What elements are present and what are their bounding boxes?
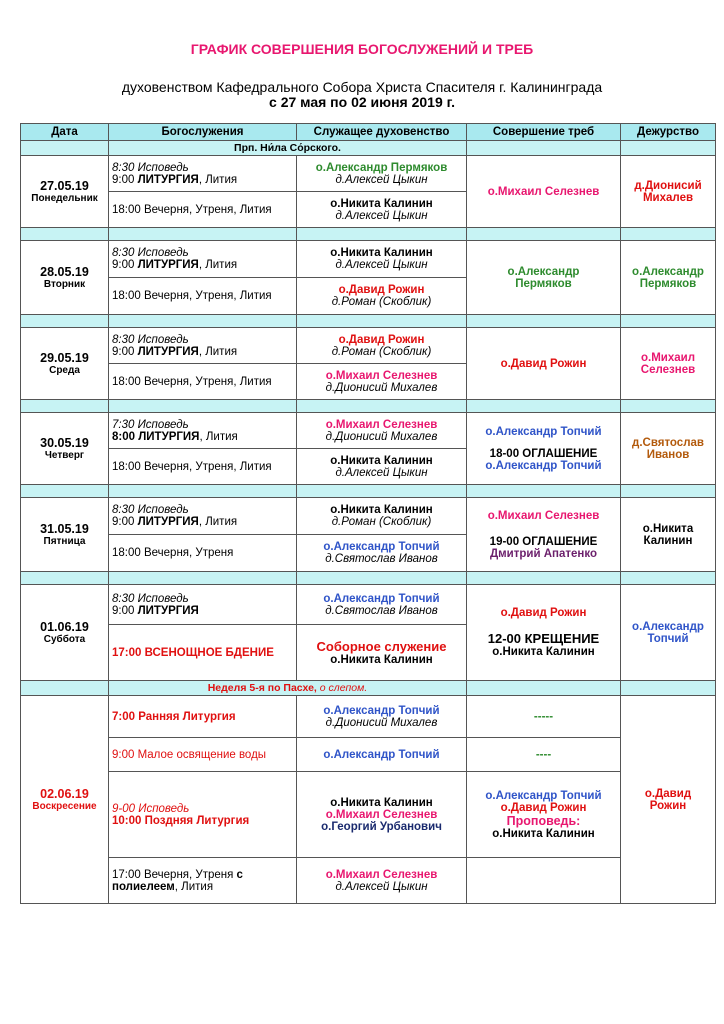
service-cell [109, 156, 297, 192]
date: 29.05.19 [40, 351, 89, 365]
service-cell [109, 585, 297, 625]
liturgy-time: 8:00 [112, 430, 139, 443]
col-clergy: Служащее духовенство [297, 124, 467, 141]
clergy-cell [297, 696, 467, 738]
liturgy-extra: , Лития [198, 173, 238, 186]
service-cell: 18:00 Вечерня, Утреня, Лития [109, 449, 297, 485]
col-date: Дата [21, 124, 109, 141]
deacon: д.Алексей Цыкин [335, 209, 428, 222]
treby-line-3: о.Александр Топчий [485, 459, 602, 472]
clergy-cell [297, 585, 467, 625]
treby-line-1: о.Александр Топчий [485, 425, 602, 438]
deacon: д.Роман (Скоблик) [331, 296, 432, 308]
duty-cell [621, 696, 716, 904]
page-title: ГРАФИК СОВЕРШЕНИЯ БОГОСЛУЖЕНИЙ И ТРЕБ [190, 41, 534, 57]
service-text-bold-2: полиелеем [112, 880, 175, 893]
feast-note-row [21, 141, 716, 156]
treby-cell [467, 413, 621, 485]
clergy-cell: о.Александр Топчий [297, 738, 467, 772]
service-cell [109, 413, 297, 449]
service-text-2: , Лития [174, 880, 214, 893]
deacon: д.Дионисий Михалев [325, 716, 438, 729]
treby-cell: о.Давид Рожин [467, 328, 621, 400]
priest: о.Александр Пермяков [315, 161, 448, 174]
date: 01.06.19 [40, 620, 89, 634]
duty-cell [621, 413, 716, 485]
priest-3: о.Георгий Урбанович [321, 820, 442, 833]
feast-note-main: Неделя 5-я по Пасхе, [207, 682, 317, 694]
duty-cell [621, 498, 716, 572]
treby-line-3: о.Никита Калинин [492, 646, 595, 658]
day-row [21, 156, 716, 192]
liturgy-time: 9:00 [112, 604, 138, 617]
day-row [21, 241, 716, 278]
duty-line-2: Пермяков [639, 277, 697, 290]
service-cell: 18:00 Вечерня, Утреня, Лития [109, 192, 297, 228]
liturgy-label: ЛИТУРГИЯ [137, 516, 199, 528]
service-time: 7:00 [112, 710, 139, 723]
liturgy-label: ЛИТУРГИЯ [137, 345, 199, 358]
service-cell: 17:00 ВСЕНОЩНОЕ БДЕНИЕ [109, 625, 297, 681]
liturgy-label: ЛИТУРГИЯ [137, 173, 199, 186]
confession-time: 7:30 Исповедь [112, 418, 189, 431]
date: 27.05.19 [40, 179, 89, 193]
priest: о.Михаил Селезнев [325, 868, 438, 881]
day-row [21, 585, 716, 625]
liturgy-label: ЛИТУРГИЯ [138, 430, 200, 443]
weekday: Суббота [43, 634, 86, 645]
date-cell [21, 585, 109, 681]
day-row [21, 498, 716, 535]
duty-cell [621, 585, 716, 681]
priest: о.Никита Калинин [330, 197, 433, 210]
date-cell [21, 498, 109, 572]
confession-time: 8:30 Исповедь [112, 247, 189, 259]
clergy-cell [297, 364, 467, 400]
treby-line-1: о.Давид Рожин [500, 607, 587, 619]
day-row [21, 772, 716, 858]
liturgy-extra: , Лития [198, 345, 238, 358]
day-row [21, 696, 716, 738]
duty-cell [621, 241, 716, 315]
liturgy-label: ЛИТУРГИЯ [137, 259, 199, 271]
liturgy-label: ЛИТУРГИЯ [137, 604, 199, 617]
priest-2: о.Михаил Селезнев [325, 808, 438, 821]
treby-line-3: Проповедь: [506, 813, 581, 828]
liturgy-time: 9:00 [112, 259, 138, 271]
service-cell [109, 328, 297, 364]
date: 02.06.19 [40, 787, 89, 801]
treby-cell: ----- [467, 696, 621, 738]
date-cell [21, 696, 109, 904]
service-cell [109, 772, 297, 858]
header-row [21, 124, 716, 141]
liturgy-label: 10:00 Поздняя Литургия [112, 814, 250, 827]
priest: о.Никита Калинин [330, 454, 433, 467]
clergy-cell [297, 772, 467, 858]
separator-row [21, 400, 716, 413]
liturgy-time: 9:00 [112, 173, 138, 186]
priest: Соборное служение [316, 639, 447, 654]
deacon: д.Роман (Скоблик) [331, 516, 432, 528]
service-cell: 9:00 Малое освящение воды [109, 738, 297, 772]
priest: о.Александр Топчий [323, 704, 440, 717]
liturgy-extra: , Лития [199, 430, 238, 443]
clergy-cell [297, 328, 467, 364]
service-cell: 18:00 Вечерня, Утреня, Лития [109, 364, 297, 400]
duty-line-1: о.Александр [632, 620, 704, 633]
schedule-table [20, 123, 716, 904]
duty-line-2: Калинин [643, 534, 693, 547]
treby-line-1: о.Михаил Селезнев [487, 509, 600, 522]
deacon: д.Святослав Иванов [325, 604, 438, 617]
deacon: д.Роман (Скоблик) [331, 345, 432, 358]
deacon: д.Алексей Цыкин [335, 880, 428, 893]
priest: о.Александр Топчий [323, 541, 440, 553]
separator-row [21, 315, 716, 328]
treby-cell [467, 858, 621, 904]
priest: о.Михаил Селезнев [325, 418, 438, 431]
service-text: 17:00 Вечерня, Утреня [112, 868, 237, 881]
deacon: д.Святослав Иванов [325, 553, 438, 565]
clergy-cell [297, 625, 467, 681]
clergy-cell [297, 192, 467, 228]
separator-row [21, 485, 716, 498]
treby-line-2: о.Давид Рожин [500, 801, 587, 814]
treby-line-2: 12-00 КРЕЩЕНИЕ [487, 631, 600, 646]
confession-time: 8:30 Исповедь [112, 161, 189, 174]
date-range: с 27 мая по 02 июня 2019 г. [269, 94, 455, 110]
weekday: Среда [49, 365, 80, 376]
date-cell [21, 156, 109, 228]
day-row [21, 328, 716, 364]
treby-line-1: о.Александр [507, 265, 580, 278]
confession-time: 8:30 Исповедь [112, 333, 189, 346]
day-row [21, 858, 716, 904]
treby-line-2: 19-00 ОГЛАШЕНИЕ [489, 535, 598, 548]
treby-line-4: о.Никита Калинин [492, 827, 595, 840]
priest-1: о.Никита Калинин [330, 796, 433, 809]
day-row [21, 413, 716, 449]
treby-line-2: Пермяков [515, 277, 572, 290]
feast-note-italic: о слепом. [316, 682, 368, 694]
feast-note-row [21, 681, 716, 696]
clergy-cell [297, 858, 467, 904]
duty-line-2: Топчий [647, 632, 689, 645]
separator-row [21, 228, 716, 241]
duty-line-1: о.Никита [642, 522, 694, 535]
service-cell [109, 858, 297, 904]
date: 31.05.19 [40, 522, 89, 536]
clergy-cell [297, 498, 467, 535]
clergy-cell [297, 241, 467, 278]
service-cell: 18:00 Вечерня, Утреня [109, 535, 297, 572]
page-subtitle: духовенством Кафедрального Собора Христа Спасителя г. Калининграда [121, 79, 603, 95]
weekday: Воскресение [32, 801, 97, 812]
date: 28.05.19 [40, 265, 89, 279]
service-text-bold: с [236, 868, 243, 881]
priest: о.Никита Калинин [330, 247, 433, 259]
duty-line-1: о.Михаил [640, 351, 696, 364]
duty-line-2: Рожин [649, 799, 687, 812]
service-label: Ранняя Литургия [138, 710, 236, 723]
weekday: Понедельник [31, 193, 98, 204]
clergy-cell [297, 278, 467, 315]
feast-note [109, 681, 467, 696]
treby-cell [467, 241, 621, 315]
duty-line-1: д.Дионисий [634, 179, 702, 192]
treby-cell [467, 772, 621, 858]
duty-line-2: Селезнев [640, 363, 696, 376]
clergy-cell [297, 413, 467, 449]
treby-cell: ---- [467, 738, 621, 772]
deacon: д.Дионисий Михалев [325, 381, 438, 394]
duty-line-1: о.Давид [644, 787, 692, 800]
treby-cell [467, 498, 621, 572]
weekday: Пятница [43, 536, 86, 547]
col-duty: Дежурство [621, 124, 716, 141]
liturgy-time: 9:00 [112, 516, 138, 528]
treby-line-1: о.Александр Топчий [485, 789, 602, 802]
date-cell [21, 328, 109, 400]
service-cell: 18:00 Вечерня, Утреня, Лития [109, 278, 297, 315]
priest: о.Давид Рожин [338, 284, 425, 296]
deacon: д.Дионисий Михалев [325, 430, 438, 443]
treby-cell [467, 585, 621, 681]
confession-time: 8:30 Исповедь [112, 592, 189, 605]
deacon: д.Алексей Цыкин [335, 173, 428, 186]
priest: о.Александр Топчий [323, 592, 440, 605]
priest: о.Никита Калинин [330, 504, 433, 516]
weekday: Четверг [44, 450, 85, 461]
date-cell [21, 241, 109, 315]
confession-time: 9-00 Исповедь [112, 802, 190, 815]
duty-line-1: о.Александр [632, 265, 704, 278]
deacon: о.Никита Калинин [330, 654, 433, 666]
treby-cell: о.Михаил Селезнев [467, 156, 621, 228]
service-cell [109, 498, 297, 535]
feast-note: Прп. Ни́ла Со́рского. [109, 141, 467, 156]
treby-line-3: Дмитрий Апатенко [489, 547, 597, 560]
duty-line-1: д.Святослав [632, 436, 704, 449]
priest: о.Михаил Селезнев [325, 369, 438, 382]
duty-cell [621, 156, 716, 228]
clergy-cell [297, 535, 467, 572]
liturgy-time: 9:00 [112, 345, 138, 358]
col-services: Богослужения [109, 124, 297, 141]
liturgy-extra: , Лития [198, 516, 238, 528]
date-cell [21, 413, 109, 485]
service-cell [109, 696, 297, 738]
day-row [21, 738, 716, 772]
deacon: д.Алексей Цыкин [335, 259, 428, 271]
duty-line-2: Михалев [642, 191, 694, 204]
clergy-cell [297, 449, 467, 485]
confession-time: 8:30 Исповедь [112, 504, 189, 516]
separator-row [21, 572, 716, 585]
clergy-cell [297, 156, 467, 192]
priest: о.Давид Рожин [338, 333, 425, 346]
date: 30.05.19 [40, 436, 89, 450]
duty-cell [621, 328, 716, 400]
duty-line-2: Иванов [646, 448, 690, 461]
treby-line-2: 18-00 ОГЛАШЕНИЕ [489, 447, 598, 460]
weekday: Вторник [43, 279, 86, 290]
col-treby: Совершение треб [467, 124, 621, 141]
service-cell [109, 241, 297, 278]
liturgy-extra: , Лития [198, 259, 238, 271]
deacon: д.Алексей Цыкин [335, 466, 428, 479]
